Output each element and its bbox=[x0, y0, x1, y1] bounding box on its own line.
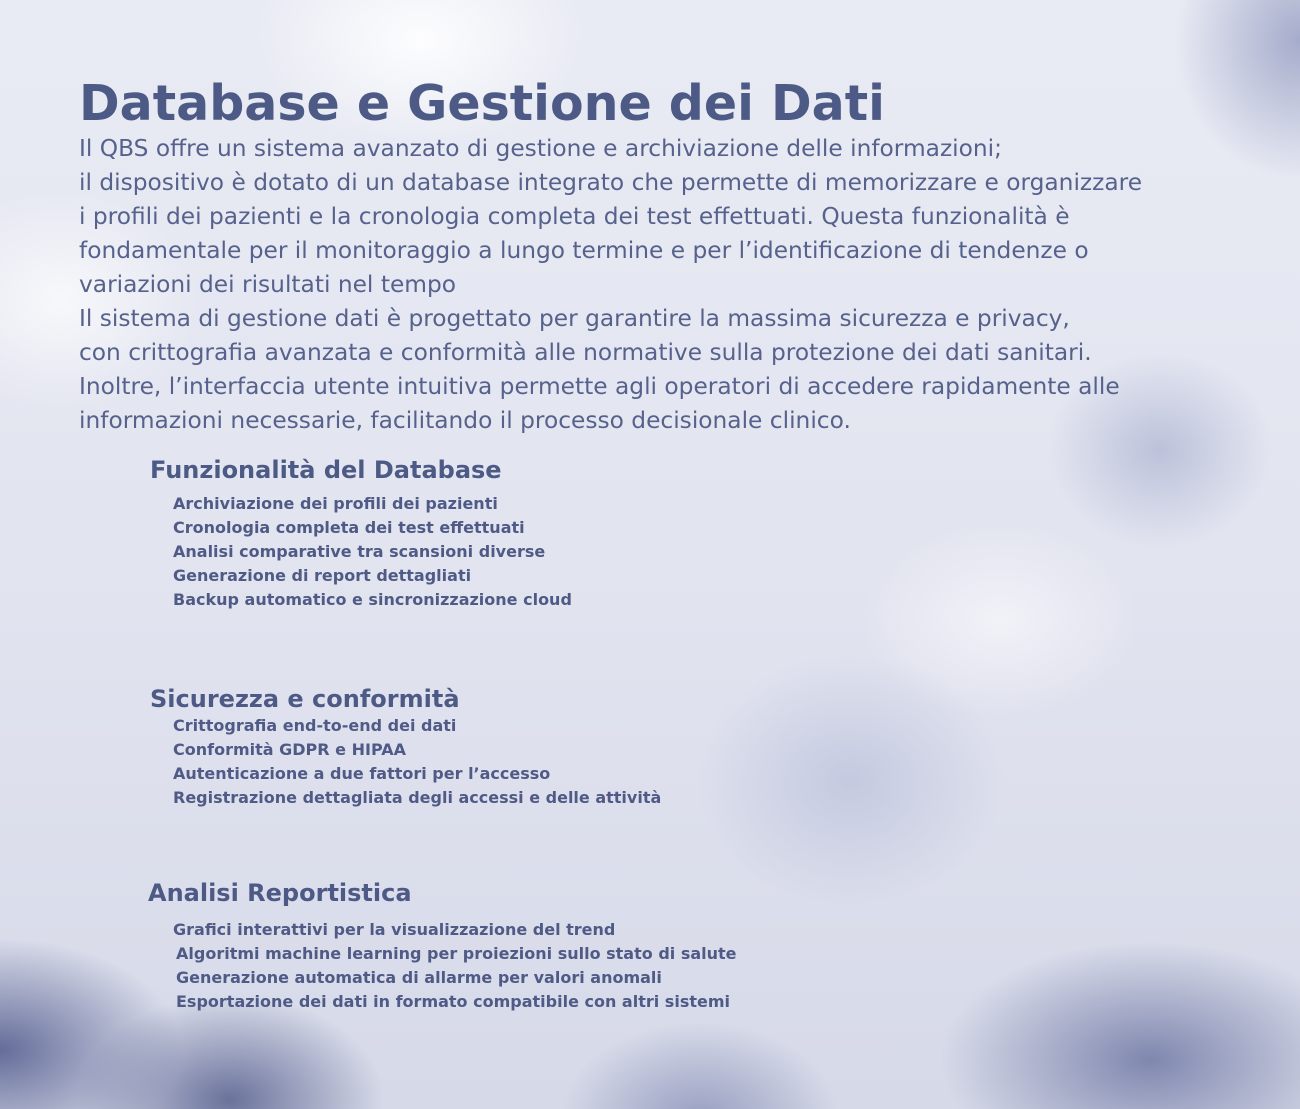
intro-line: i profili dei pazienti e la cronologia completa dei test effettuati. Questa funzionalità è bbox=[79, 203, 1070, 230]
intro-line: Inoltre, l’interfaccia utente intuitiva permette agli operatori di accedere rapidamente alle bbox=[79, 373, 1120, 400]
intro-line: Il QBS offre un sistema avanzato di gestione e archiviazione delle informazioni; bbox=[79, 135, 1002, 162]
feature-list bbox=[148, 918, 737, 1014]
feature-list bbox=[150, 714, 661, 810]
section-heading: Analisi Reportistica bbox=[148, 879, 412, 907]
list-item: Analisi comparative tra scansioni diverse bbox=[173, 542, 546, 561]
intro-line: variazioni dei risultati nel tempo bbox=[79, 271, 457, 298]
intro-line: il dispositivo è dotato di un database integrato che permette di memorizzare e organizzare bbox=[79, 169, 1143, 196]
list-item: Conformità GDPR e HIPAA bbox=[173, 740, 406, 759]
main-content bbox=[79, 76, 1259, 438]
intro-line: informazioni necessarie, facilitando il processo decisionale clinico. bbox=[79, 407, 851, 434]
list-item: Generazione automatica di allarme per valori anomali bbox=[176, 968, 662, 987]
intro-line: Il sistema di gestione dati è progettato per garantire la massima sicurezza e privacy, bbox=[79, 305, 1070, 332]
intro-paragraph bbox=[79, 132, 1259, 438]
list-item: Algoritmi machine learning per proiezioni sullo stato di salute bbox=[176, 944, 737, 963]
intro-line: con crittografia avanzata e conformità alle normative sulla protezione dei dati sanitari. bbox=[79, 339, 1092, 366]
section-heading: Sicurezza e conformità bbox=[150, 685, 460, 713]
list-item: Cronologia completa dei test effettuati bbox=[173, 518, 525, 537]
page-title: Database e Gestione dei Dati bbox=[79, 75, 885, 132]
list-item: Backup automatico e sincronizzazione cloud bbox=[173, 590, 572, 609]
list-item: Generazione di report dettagliati bbox=[173, 566, 472, 585]
feature-list bbox=[150, 492, 572, 612]
list-item: Autenticazione a due fattori per l’accesso bbox=[173, 764, 551, 783]
list-item: Crittografia end-to-end dei dati bbox=[173, 716, 457, 735]
list-item: Archiviazione dei profili dei pazienti bbox=[173, 494, 498, 513]
list-item: Registrazione dettagliata degli accessi e delle attività bbox=[173, 788, 662, 807]
section-analytics-reporting bbox=[148, 878, 737, 1014]
section-database-features bbox=[150, 455, 572, 612]
intro-line: fondamentale per il monitoraggio a lungo termine e per l’identificazione di tendenze o bbox=[79, 237, 1089, 264]
list-item: Grafici interattivi per la visualizzazione del trend bbox=[173, 920, 616, 939]
section-security-compliance bbox=[150, 684, 661, 810]
section-heading: Funzionalità del Database bbox=[150, 456, 502, 484]
list-item: Esportazione dei dati in formato compatibile con altri sistemi bbox=[176, 992, 730, 1011]
